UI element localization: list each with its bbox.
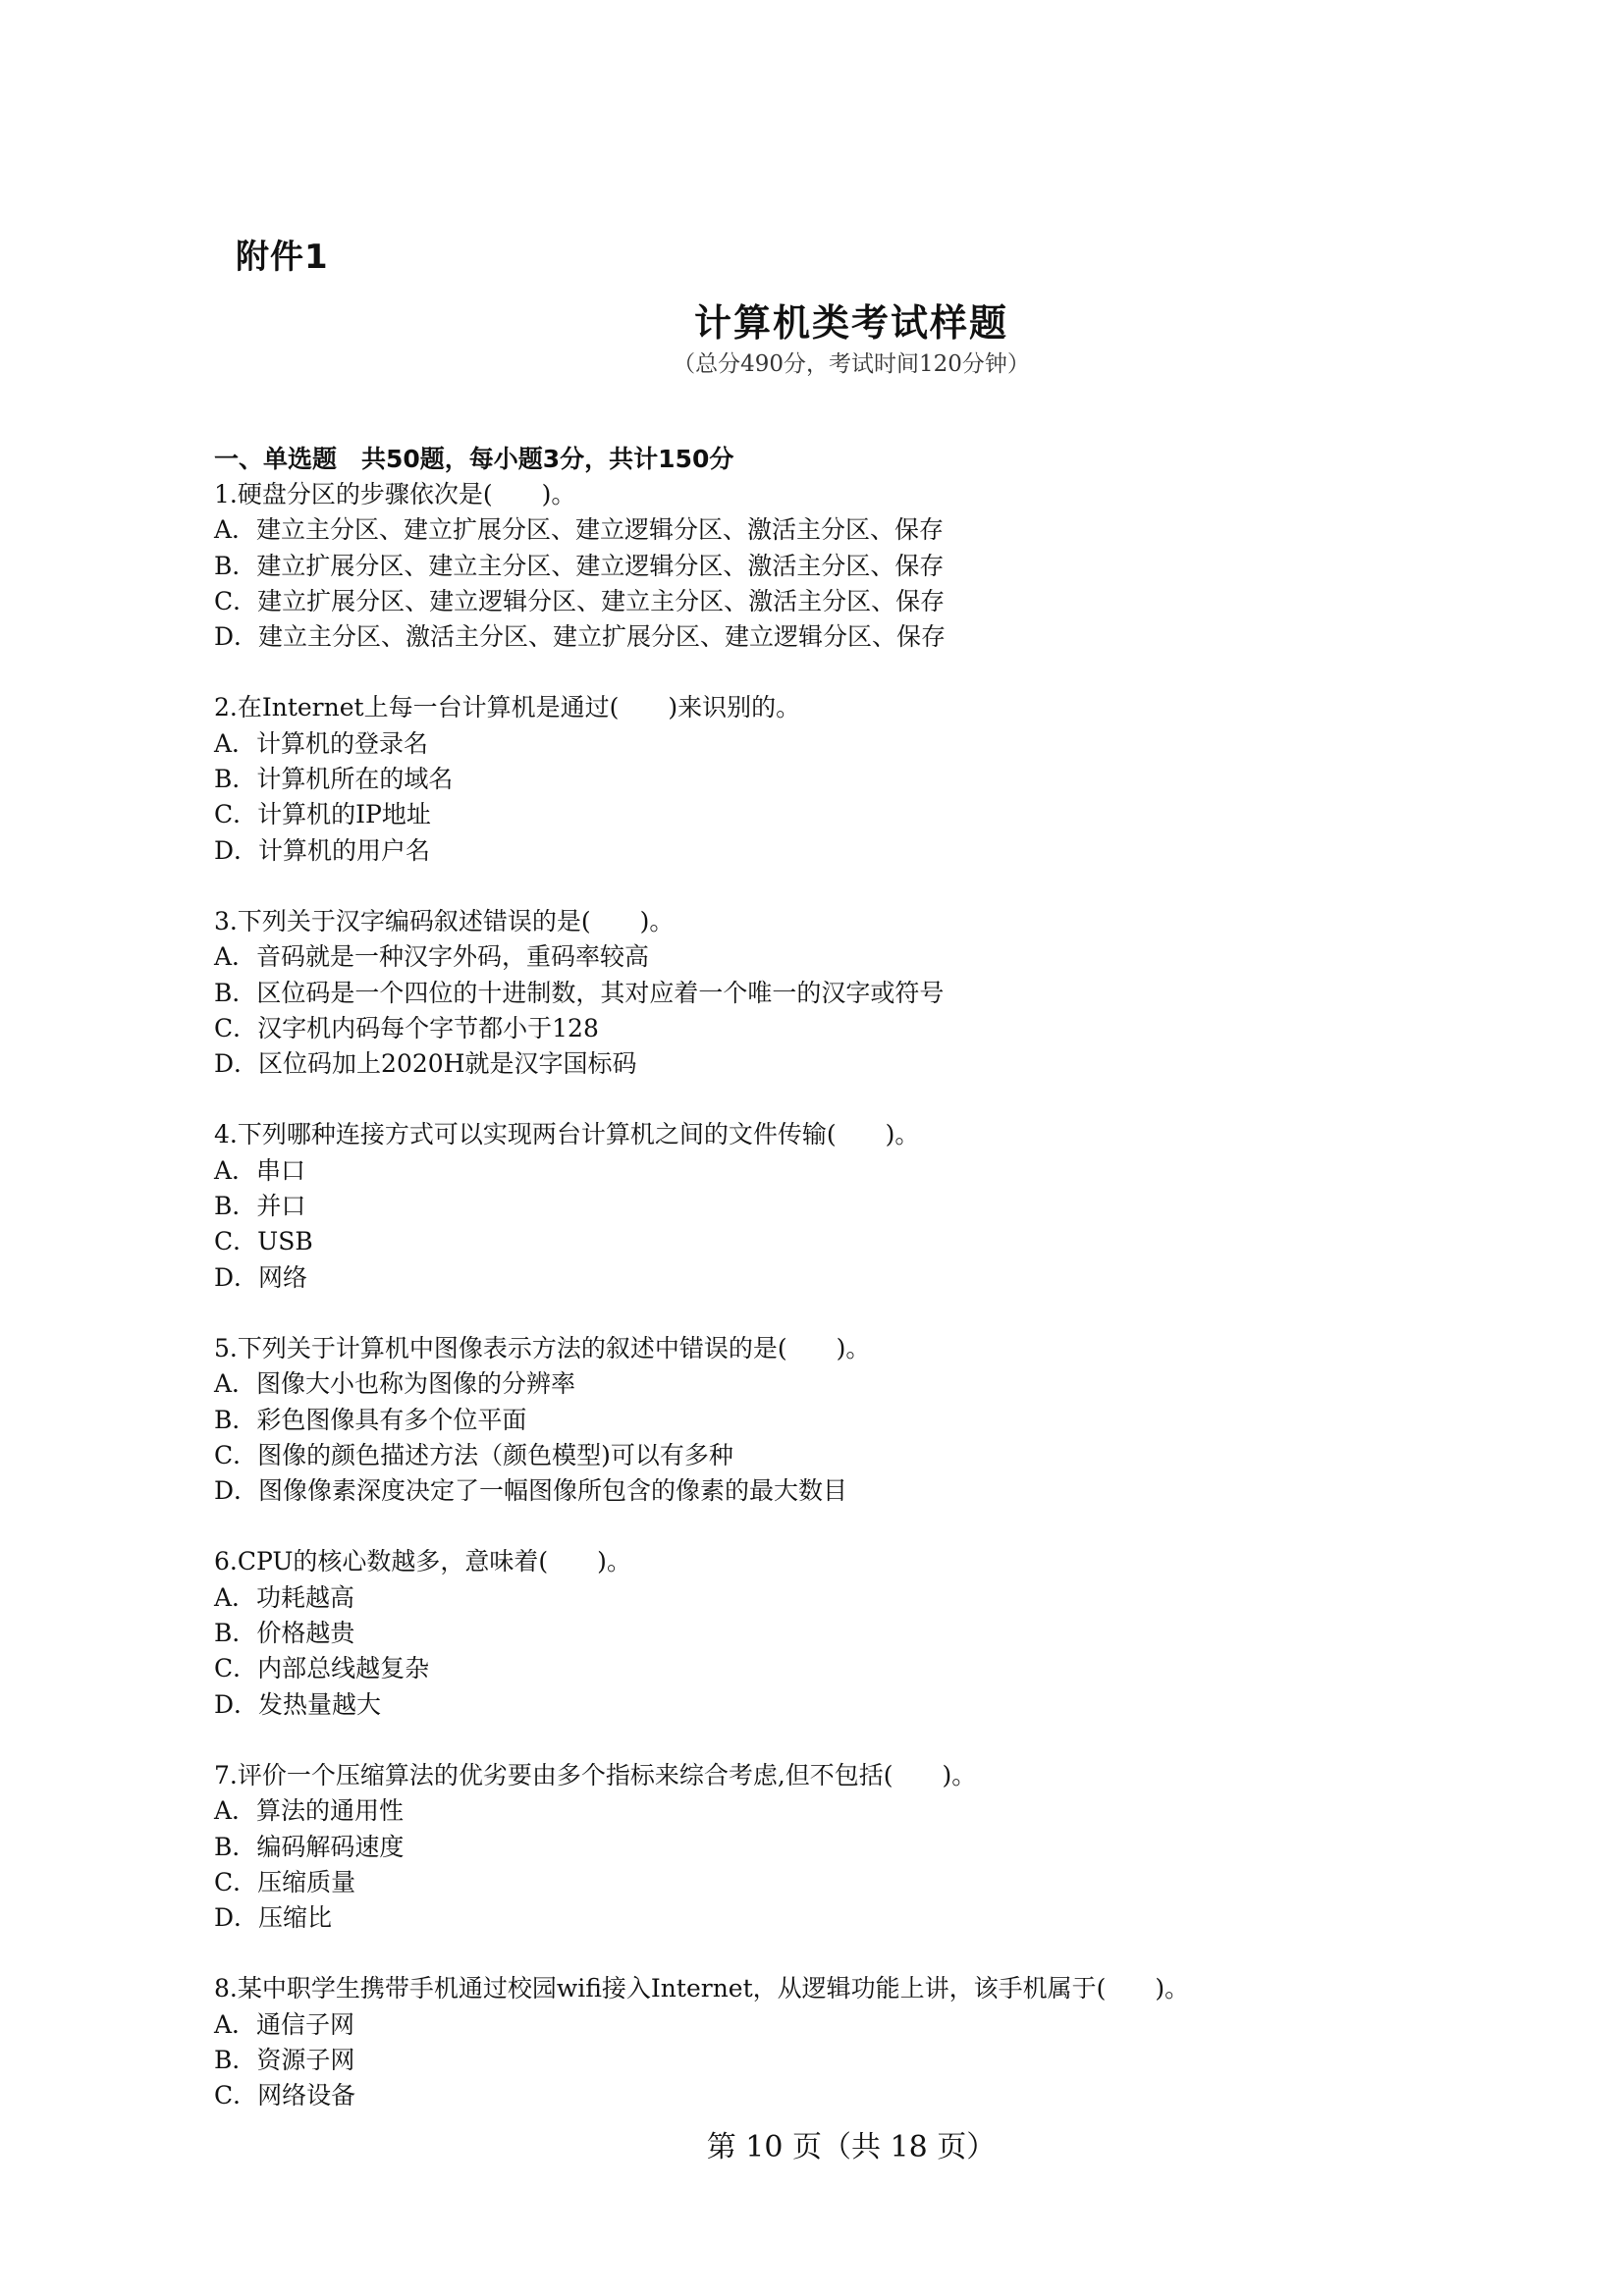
option-a: A．功耗越高	[214, 1582, 355, 1612]
question-4	[214, 1117, 1432, 1295]
question-7	[214, 1758, 1432, 1936]
question-stem: 5.下列关于计算机中图像表示方法的叙述中错误的是( )。	[214, 1333, 871, 1362]
option-b: B．价格越贵	[214, 1619, 355, 1648]
option-a: A．串口	[214, 1155, 306, 1185]
page-number: 第 10 页（共 18 页）	[706, 2130, 997, 2164]
option-c: C．内部总线越复杂	[214, 1654, 430, 1683]
question-stem: 4.下列哪种连接方式可以实现两台计算机之间的文件传输( )。	[214, 1120, 920, 1149]
option-b: B．并口	[214, 1192, 306, 1221]
option-d: D．发热量越大	[214, 1689, 382, 1719]
option-c: C．压缩质量	[214, 1867, 356, 1896]
option-c: C．网络设备	[214, 2081, 356, 2110]
option-b: B．编码解码速度	[214, 1832, 405, 1861]
question-stem: 7.评价一个压缩算法的优劣要由多个指标来综合考虑,但不包括( )。	[214, 1760, 977, 1789]
option-a: A．建立主分区、建立扩展分区、建立逻辑分区、激活主分区、保存	[214, 515, 945, 545]
question-stem: 8.某中职学生携带手机通过校园wifi接入Internet，从逻辑功能上讲，该手机属于( )。	[214, 1974, 1190, 2003]
section-heading: 一、单选题 共50题，每小题3分，共计150分	[214, 445, 734, 473]
question-stem: 2.在Internet上每一台计算机是通过( )来识别的。	[214, 693, 801, 722]
option-a: A．音码就是一种汉字外码，重码率较高	[214, 942, 650, 972]
question-6	[214, 1544, 1432, 1722]
option-c: C．建立扩展分区、建立逻辑分区、建立主分区、激活主分区、保存	[214, 586, 946, 615]
option-a: A．计算机的登录名	[214, 728, 429, 758]
option-d: D．建立主分区、激活主分区、建立扩展分区、建立逻辑分区、保存	[214, 622, 947, 652]
question-stem: 1.硬盘分区的步骤依次是( )。	[214, 480, 576, 508]
question-1	[214, 477, 1432, 655]
option-c: C．USB	[214, 1227, 313, 1256]
option-d: D．压缩比	[214, 1903, 333, 1933]
question-2	[214, 690, 1432, 868]
option-a: A．算法的通用性	[214, 1796, 405, 1826]
option-b: B．区位码是一个四位的十进制数，其对应着一个唯一的汉字或符号	[214, 978, 945, 1007]
option-b: B．资源子网	[214, 2045, 355, 2074]
option-c: C．计算机的IP地址	[214, 800, 431, 829]
question-5	[214, 1331, 1432, 1509]
option-a: A．通信子网	[214, 2009, 355, 2039]
option-b: B．彩色图像具有多个位平面	[214, 1405, 527, 1434]
annex-label: 附件1	[236, 238, 329, 277]
page-title: 计算机类考试样题	[693, 301, 1008, 345]
option-d: D．网络	[214, 1262, 308, 1292]
question-3	[214, 904, 1432, 1082]
option-d: D．图像像素深度决定了一幅图像所包含的像素的最大数目	[214, 1476, 848, 1506]
option-b: B．计算机所在的域名	[214, 765, 454, 794]
option-a: A．图像大小也称为图像的分辨率	[214, 1369, 576, 1399]
exam-content	[214, 442, 1432, 2150]
question-stem: 3.下列关于汉字编码叙述错误的是( )。	[214, 906, 675, 935]
question-8	[214, 1971, 1432, 2113]
option-c: C．图像的颜色描述方法（颜色模型)可以有多种	[214, 1440, 733, 1469]
option-b: B．建立扩展分区、建立主分区、建立逻辑分区、激活主分区、保存	[214, 551, 945, 580]
page-subtitle: （总分490分，考试时间120分钟）	[673, 351, 1030, 377]
option-d: D．计算机的用户名	[214, 835, 431, 865]
option-c: C．汉字机内码每个字节都小于128	[214, 1013, 599, 1042]
option-d: D．区位码加上2020H就是汉字国标码	[214, 1049, 637, 1079]
question-stem: 6.CPU的核心数越多，意味着( )。	[214, 1547, 631, 1576]
